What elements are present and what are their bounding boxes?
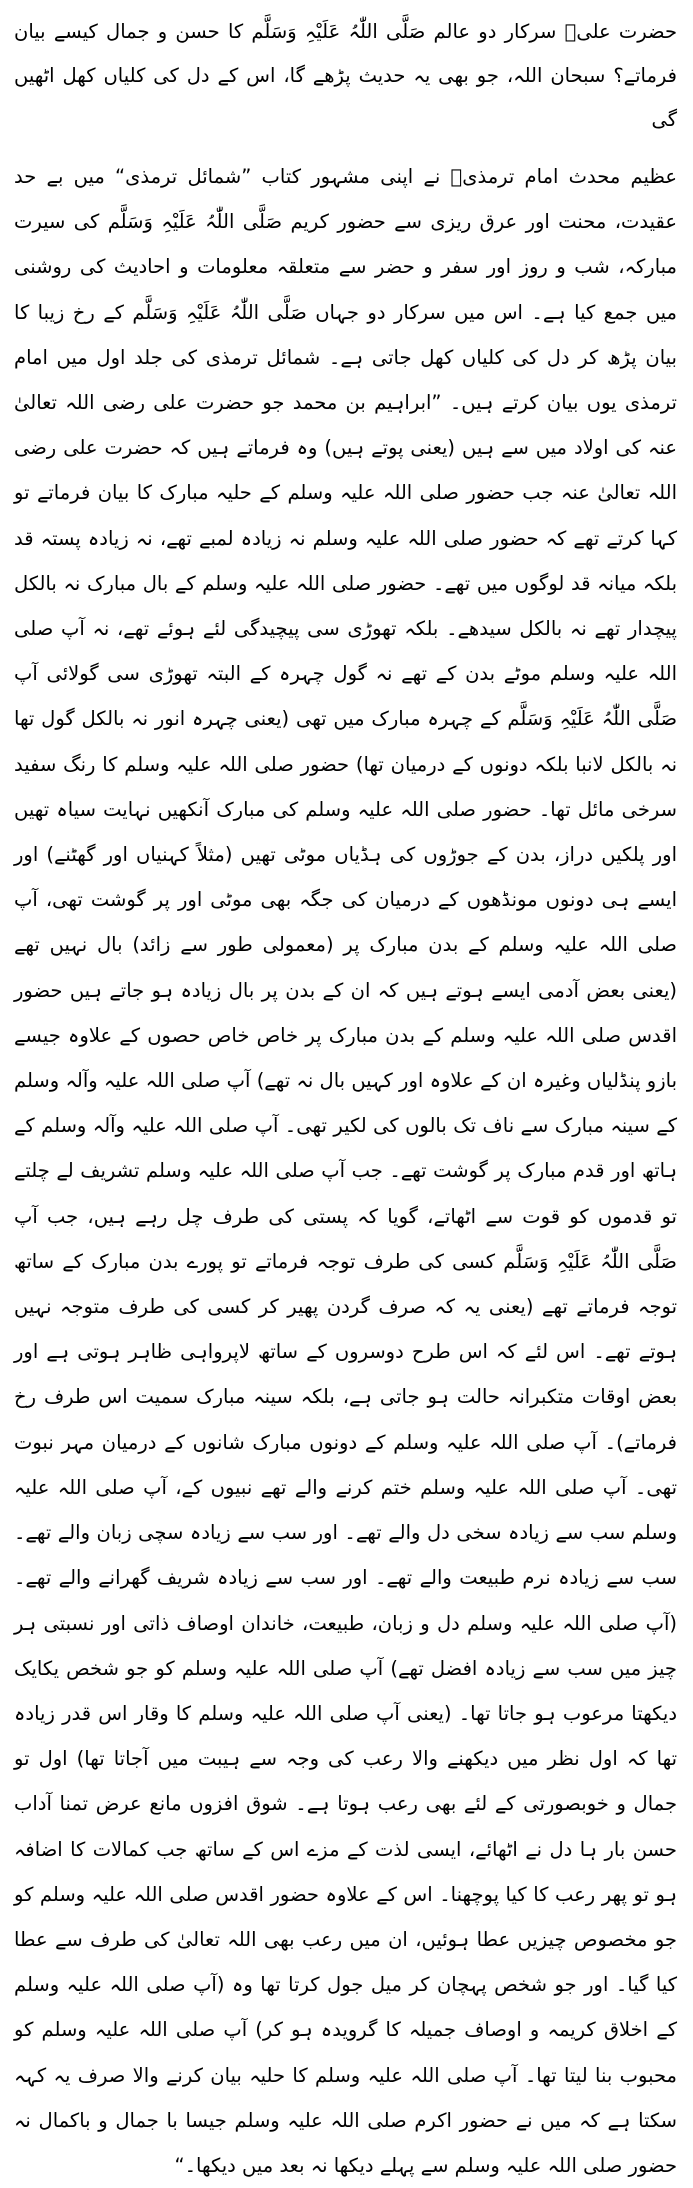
article-heading: حضرت علیؓ سرکار دو عالم صَلَّی اللّٰہُ عَلَیْہِ وَسَلَّم کا حسن و جمال کیسے بیان فرماتے؟ سبحان اللہ، جو بھی یہ حدیث پڑھے گا، اس کے دل کی کلیاں کھل اٹھیں گی <box>14 20 677 131</box>
article-body: عظیم محدث امام ترمذیؒ نے اپنی مشہور کتاب ”شمائل ترمذی“ میں بے حد عقیدت، محنت اور عرق ریزی سے حضور کریم صَلَّی اللّٰہُ عَلَیْہِ وَسَلَّم کی سیرت مبارکہ، شب و روز اور سفر و حضر سے متعلقہ معلومات و احادیث کی روشنی میں جمع کیا ہے۔ اس میں سرکار دو جہاں صَلَّی اللّٰہُ عَلَیْہِ وَسَلَّم کے رخ زیبا کا بیان پڑھ کر دل کی کلیاں کھل جاتی ہے۔ شمائل ترمذی کی جلد اول میں امام ترمذی یوں بیان کرتے ہیں۔ ”ابراہیم بن محمد جو حضرت علی رضی اللہ تعالیٰ عنہ کی اولاد میں سے ہیں (یعنی پوتے ہیں) وہ فرماتے ہیں کہ حضرت علی رضی اللہ تعالیٰ عنہ جب حضور صلی اللہ علیہ وسلم کے حلیہ مبارک کا بیان فرماتے تو کہا کرتے تھے کہ حضور صلی اللہ علیہ وسلم نہ زیادہ لمبے تھے، نہ زیادہ پستہ قد بلکہ میانہ قد لوگوں میں تھے۔ حضور صلی اللہ علیہ وسلم کے بال مبارک نہ بالکل پیچدار تھے نہ بالکل سیدھے۔ بلکہ تھوڑی سی پیچیدگی لئے ہوئے تھے، نہ آپ صلی اللہ علیہ وسلم موٹے بدن کے تھے نہ گول چہرہ کے البتہ تھوڑی سی گولائی آپ صَلَّی اللّٰہُ عَلَیْہِ وَسَلَّم کے چہرہ مبارک میں تھی (یعنی چہرہ انور نہ بالکل گول تھا نہ بالکل لانبا بلکہ دونوں کے درمیان تھا) حضور صلی اللہ علیہ وسلم کا رنگ سفید سرخی مائل تھا۔ حضور صلی اللہ علیہ وسلم کی مبارک آنکھیں نہایت سیاہ تھیں اور پلکیں دراز، بدن کے جوڑوں کی ہڈیاں موٹی تھیں (مثلاً کہنیاں اور گھٹنے) اور ایسے ہی دونوں مونڈھوں کے درمیان کی جگہ بھی موٹی اور پر گوشت تھی، آپ صلی اللہ علیہ وسلم کے بدن مبارک پر (معمولی طور سے زائد) بال نہیں تھے (یعنی بعض آدمی ایسے ہوتے ہیں کہ ان کے بدن پر بال زیادہ ہو جاتے ہیں حضور اقدس صلی اللہ علیہ وسلم کے بدن مبارک پر خاص خاص حصوں کے علاوہ جیسے بازو پنڈلیاں وغیرہ ان کے علاوہ اور کہیں بال نہ تھے) آپ صلی اللہ علیہ وآلہ وسلم کے سینہ مبارک سے ناف تک بالوں کی لکیر تھی۔ آپ صلی اللہ علیہ وآلہ وسلم کے ہاتھ اور قدم مبارک پر گوشت تھے۔ جب آپ صلی اللہ علیہ وسلم تشریف لے چلتے تو قدموں کو قوت سے اٹھاتے، گویا کہ پستی کی طرف چل رہے ہیں، جب آپ صَلَّی اللّٰہُ عَلَیْہِ وَسَلَّم کسی کی طرف توجہ فرماتے تو پورے بدن مبارک کے ساتھ توجہ فرماتے تھے (یعنی یہ کہ صرف گردن پھیر کر کسی کی طرف متوجہ نہیں ہوتے تھے۔ اس لئے کہ اس طرح دوسروں کے ساتھ لاپرواہی ظاہر ہوتی ہے اور بعض اوقات متکبرانہ حالت ہو جاتی ہے، بلکہ سینہ مبارک سمیت اس طرف رخ فرماتے)۔ آپ صلی اللہ علیہ وسلم کے دونوں مبارک شانوں کے درمیان مہر نبوت تھی۔ آپ صلی اللہ علیہ وسلم ختم کرنے والے تھے نبیوں کے، آپ صلی اللہ علیہ وسلم سب سے زیادہ سخی دل والے تھے۔ اور سب سے زیادہ سچی زبان والے تھے۔ سب سے زیادہ نرم طبیعت والے تھے۔ اور سب سے زیادہ شریف گھرانے والے تھے۔ (آپ صلی اللہ علیہ وسلم دل و زبان، طبیعت، خاندان اوصاف ذاتی اور نسبتی ہر چیز میں سب سے زیادہ افضل تھے) آپ صلی اللہ علیہ وسلم کو جو شخص یکایک دیکھتا مرعوب ہو جاتا تھا۔ (یعنی آپ صلی اللہ علیہ وسلم کا وقار اس قدر زیادہ تھا کہ اول نظر میں دیکھنے والا رعب کی وجہ سے ہیبت میں آجاتا تھا) اول تو جمال و خوبصورتی کے لئے بھی رعب ہوتا ہے۔ شوق افزوں مانع عرض تمنا آداب حسن بار ہا دل نے اٹھائے، ایسی لذت کے مزے اس کے ساتھ جب کمالات کا اضافہ ہو تو پھر رعب کا کیا پوچھنا۔ اس کے علاوہ حضور اقدس صلی اللہ علیہ وسلم کو جو مخصوص چیزیں عطا ہوئیں، ان میں رعب بھی اللہ تعالیٰ کی طرف سے عطا کیا گیا۔ اور جو شخص پہچان کر میل جول کرتا تھا وہ (آپ صلی اللہ علیہ وسلم کے اخلاق کریمہ و اوصاف جمیلہ کا گرویدہ ہو کر) آپ صلی اللہ علیہ وسلم کو محبوب بنا لیتا تھا۔ آپ صلی اللہ علیہ وسلم کا حلیہ بیان کرنے والا صرف یہ کہہ سکتا ہے کہ میں نے حضور اکرم صلی اللہ علیہ وسلم جیسا با جمال و باکمال نہ حضور صلی اللہ علیہ وسلم سے پہلے دیکھا نہ بعد میں دیکھا۔“ <box>14 165 677 2177</box>
